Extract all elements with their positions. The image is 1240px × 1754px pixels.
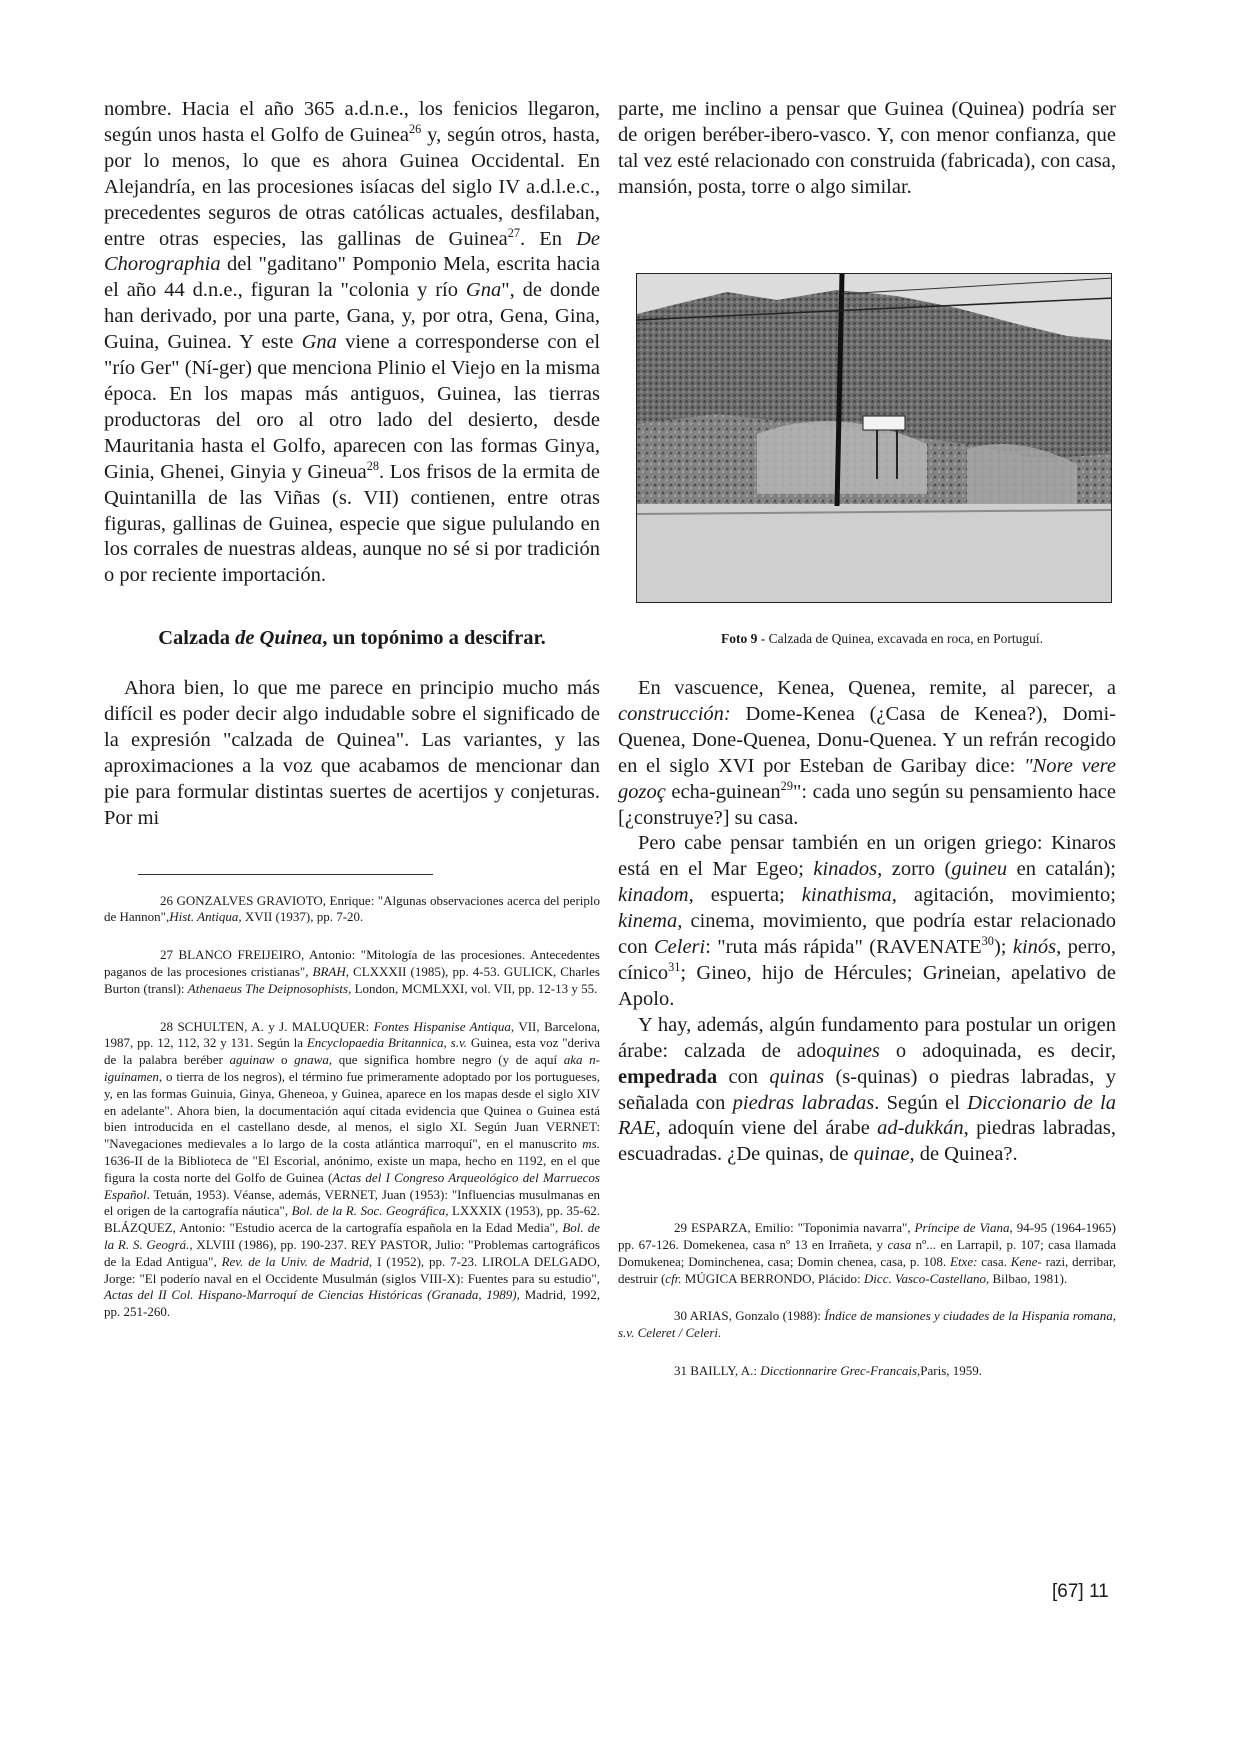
text-run: 29 ESPARZA, Emilio: "Toponimia navarra", [674, 1220, 915, 1236]
text-run: Guinea, esta voz "deriva de la palabra beréber [104, 1035, 601, 1068]
text-run: kinadom, [618, 884, 694, 907]
text-run: Calzada [158, 627, 236, 650]
text-run: 26 GONZALVES GRAVIOTO, Enrique: "Algunas observaciones acerca del periplo de Hannon", [104, 892, 600, 925]
text-run: ; Gineo, hijo de Hércules; G [680, 961, 938, 984]
footnote-ref: 30 [981, 934, 994, 949]
text-run: ); [993, 936, 1013, 959]
text-run: , de Quinea?. [909, 1143, 1018, 1166]
text-run: Dome-Kenea (¿Casa de Kenea?), Domi-Quenea, Done-Quenea, Donu-Quenea. Y un refrán recogido en el siglo XVI por Esteban de Garibay dice: [618, 702, 1116, 777]
footnote-28 [104, 1019, 600, 1321]
text-run: kinema, [618, 910, 683, 933]
footnote-29 [618, 1220, 1116, 1287]
text-run: , LXXXIX (1953), pp. 35-62. BLÁZQUEZ, Antonio: "Estudio acerca de la cartografía española en la Edad Media", [104, 1203, 600, 1236]
caption-label: Foto 9 [721, 631, 758, 646]
text-run: 31 BAILLY, A.: [674, 1363, 761, 1378]
footnote-26 [104, 893, 600, 927]
text-run: agitación, movimiento; [896, 884, 1116, 907]
text-run: Y hay, además, algún fundamento para postular un origen árabe: calzada de ado [618, 1013, 1116, 1062]
text-run: , I (1952), pp. 7-23. LIROLA DELGADO, Jorge: "El poderío naval en el Occidente Musulmán (siglos VIII-X): Fuentes para su estudio", [104, 1253, 600, 1286]
text-run: MÚGICA BERRONDO, Plácido: [681, 1270, 864, 1286]
text-run: ,Paris, 1959. [917, 1363, 983, 1378]
text-run: nº... en Larrapil, p. 107; casa llamada Domukenea; Dominchenea, casa; Domin chenea, casa, p. 108. [618, 1237, 1116, 1269]
text-run: 27 BLANCO FREIJEIRO, Antonio: "Mitología de las procesiones. Antecedentes paganos de las procesiones cristianas", [104, 947, 600, 980]
text-run: . Según el [874, 1091, 968, 1114]
body-paragraph [618, 676, 1116, 831]
text-run: cinema, movimiento, que podría estar relacionado con [618, 910, 1116, 959]
body-paragraph [104, 97, 600, 589]
text-run: nombre. Hacia el año 365 a.d.n.e., los fenicios llegaron, según unos hasta el Golfo de Guinea [104, 98, 600, 146]
left-column [104, 97, 600, 1342]
text-run: perro, cínico [618, 936, 1116, 984]
photo-figure [636, 273, 1112, 603]
text-run: casa [887, 1237, 912, 1253]
caption-text: - Calzada de Quinea, excavada en roca, en Portuguí. [757, 631, 1043, 646]
text-run: o [274, 1052, 295, 1068]
footnote-27 [104, 947, 600, 997]
text-run: En vascuence, Kenea, Quenea, remite, al parecer, a [638, 677, 1116, 699]
text-run: (s-quinas) o piedras labradas, y señalada con [618, 1065, 1116, 1114]
text-run: adoquín viene del árabe [660, 1117, 878, 1140]
text-run: , XLVIII (1986), pp. 190-237. REY PASTOR, Julio: "Problemas cartográficos de la Edad Antigua", [104, 1237, 600, 1269]
text-run: piedras labradas [732, 1091, 875, 1114]
footnote-ref: 27 [507, 225, 521, 240]
text-run: Rev. de la Univ. de Madrid [221, 1253, 369, 1269]
text-run: . Los frisos de la ermita de Quintanilla de las Viñas (s. VII) contienen, entre otras figuras, gallinas de Guinea, especie que sigue pululando en los corrales de nuestras aldeas, aunque no sé si por tradición o por reciente importación. [104, 460, 600, 587]
text-run: empedrada [618, 1065, 718, 1088]
text-run: Pero cabe pensar también en un origen griego: Kinaros está en el Mar Egeo; [618, 832, 1116, 881]
text-run: , 94-95 (1964-1965) pp. 67-126. Domekenea, casa nº 13 en Irrañeta, y [618, 1220, 1116, 1253]
text-run: Fontes Hispanise Antiqua [373, 1018, 511, 1034]
text-run: ad-dukkán [877, 1117, 964, 1140]
text-run: construcción: [618, 702, 731, 725]
photo-caption [656, 631, 1108, 647]
section-heading [104, 627, 600, 650]
text-run: espuerta; [693, 884, 802, 907]
text-run: , o tierra de los negros), el término fue primeramente adoptado por los portugueses, y, en las formas Guinuia, Ginya, Gheneoa, y Guinea, aparece en los mapas desde el siglo XIV en adelante". Ahora bien, la documentación aquí citada evidencia que Quinea o Guinea está bien introducida en el castellano desde, al menos, el siglo XI. Según Juan VERNET: "Navegaciones medievales a lo largo de la costa atlántica marroquí", en el manuscrito [104, 1069, 600, 1152]
text-run: gnawa [294, 1052, 329, 1068]
text-run: guineu [951, 858, 1008, 881]
text-run: casa. [977, 1253, 1011, 1269]
text-run: Actas del II Col. Hispano-Marroquí de Ciencias Históricas (Granada, 1989) [104, 1287, 517, 1303]
text-run: en catalán); [1007, 858, 1116, 881]
text-run: Dicc. Vasco-Castellano [863, 1270, 986, 1286]
text-run: , CLXXXII (1985), pp. 4-53. GULICK, Charles Burton (transl): [104, 964, 600, 996]
text-run: Gna [465, 279, 502, 302]
text-run: , London, MCMLXXI, vol. VII, pp. 12-13 y 55. [348, 980, 598, 996]
page-number: [67] 11 [1052, 1581, 1109, 1602]
right-column-top [618, 97, 1116, 201]
footnote-30 [618, 1308, 1116, 1342]
text-run: zorro ( [882, 858, 952, 881]
text-run: Kene- [1010, 1253, 1042, 1269]
text-run: . Tetuán, 1953). Véanse, además, VERNET, Juan (1953): "Influencias musulmanas en el origen de la cartografía náutica", [104, 1186, 600, 1219]
text-run: Diccionario de la RAE, [618, 1091, 1116, 1140]
text-run: , que significa hombre negro (y de aquí [328, 1052, 564, 1068]
text-run: Celeri [653, 936, 706, 959]
text-run: Dicctionnarire Grec-Francais [760, 1363, 918, 1378]
text-run: ineian, apelativo de Apolo. [618, 961, 1116, 1010]
text-run: Príncipe de Viana [914, 1220, 1010, 1236]
text-run: 30 ARIAS, Gonzalo (1988): [674, 1308, 825, 1324]
text-run: , Madrid, 1992, pp. 251-260. [104, 1287, 600, 1320]
text-run: Actas del I Congreso Arqueológico del Marruecos Español [104, 1169, 600, 1202]
text-run: kinathisma, [801, 884, 897, 907]
text-run: , VII, Barcelona, 1987, pp. 12, 112, 32 y 131. Según la [104, 1018, 601, 1051]
text-run: Índice de mansiones y ciudades de la Hispania romana, s.v. Celeret / Celeri. [618, 1308, 1117, 1341]
body-paragraph [618, 97, 1116, 201]
text-run: Athenaeus The Deipnosophists [187, 980, 349, 996]
text-run: ": cada uno según su pensamiento hace [¿construye?] su casa. [618, 780, 1116, 829]
text-run: ms. [582, 1136, 600, 1152]
text-run: 28 SCHULTEN, A. y J. MALUQUER: [160, 1018, 374, 1034]
body-paragraph [618, 1013, 1116, 1168]
text-run: quinas [769, 1065, 825, 1088]
text-run: parte, me inclino a pensar que Guinea (Quinea) podría ser de origen beréber-ibero-vasco. Y, con menor confianza, que tal vez esté relacionado con construida (fabricada), con casa, mansión, posta, torre o algo similar. [618, 98, 1116, 198]
footnote-divider [138, 874, 433, 875]
text-run: con [717, 1065, 770, 1088]
text-run: Ahora bien, lo que me parece en principio mucho más difícil es poder decir algo indudable sobre el significado de la expresión "calzada de Quinea". Las variantes, y las aproximaciones a la voz que acabamos de mencionar dan pie para formular distintas suertes de acertijos y conjeturas. Por mi [104, 677, 600, 829]
text-run: kinós, [1012, 936, 1062, 959]
footnote-ref: 26 [409, 122, 422, 137]
text-run: razi, derribar, destruir ( [618, 1253, 1116, 1286]
text-run: cfr. [665, 1270, 682, 1286]
text-run: , piedras labradas, escuadradas. ¿De quinas, de [618, 1117, 1117, 1166]
text-run: del "gaditano" Pomponio Mela, escrita hacia el año 44 d.n.e., figuran la "colonia y río [104, 253, 600, 302]
text-run: ", de donde han derivado, por una parte, Gana, y, por otra, Gena, Gina, Guina, Guinea. Y este [104, 279, 600, 354]
body-paragraph [104, 676, 600, 831]
text-run: Bol. de la R. Soc. Geográfica [291, 1203, 446, 1219]
text-run: BRAH [312, 964, 346, 980]
right-column-bottom [618, 676, 1116, 1401]
footnote-ref: 29 [780, 778, 793, 793]
text-run: viene a corresponderse con el "río Ger" (Ní-ger) que menciona Plinio el Viejo en la misma época. En los mapas más antiguos, Guinea, las tierras productoras del oro al otro lado del desierto, desde Mauritania hasta el Golfo, aparecen con las formas Ginya, Ginia, Ghenei, Ginyia y Gineua [104, 331, 601, 483]
text-run: quines [826, 1039, 880, 1062]
text-run: , XVII (1937), pp. 7-20. [238, 909, 364, 925]
body-paragraph [618, 831, 1116, 1012]
text-run: aguinaw [229, 1052, 275, 1068]
text-run: 1636-II de la Biblioteca de "El Escorial, anónimo, existe un mapa, hecho en 1192, en el que figura la costa norte del Golfo de Guinea ( [104, 1153, 600, 1185]
footnote-ref: 31 [668, 960, 681, 975]
footnote-ref: 28 [366, 458, 379, 473]
text-run: aka n-iguinamen [104, 1052, 601, 1085]
text-run: r [937, 961, 946, 984]
text-run: , un topónimo a descifrar. [322, 627, 546, 650]
text-run: echa-guinean [665, 780, 781, 803]
text-run: , Bilbao, 1981). [985, 1270, 1068, 1286]
text-run: Gna [301, 331, 337, 354]
text-run: "Nore vere gozoç [618, 754, 1116, 803]
text-run: : "ruta más rápida" (RAVENATE [705, 936, 982, 959]
text-run: quinae [853, 1143, 910, 1166]
text-run: De Chorographia [104, 227, 600, 276]
text-run: . En [520, 227, 577, 250]
text-run: Etxe: [950, 1253, 978, 1269]
text-run: kinados, [813, 858, 883, 881]
text-run: o adoquinada, es decir, [879, 1039, 1116, 1062]
text-run: Bol. de la R. S. Geográ. [104, 1220, 601, 1252]
text-run: y, según otros, hasta, por lo menos, lo que es ahora Guinea Occidental. En Alejandría, en las procesiones isíacas del siglo IV a.d.l.e.c., precedentes seguros de otras católicas actuales, desfilaban, entre otras especies, las gallinas de Guinea [104, 123, 600, 250]
footnote-31 [618, 1363, 1116, 1380]
text-run: de Quinea [235, 627, 323, 650]
text-run: Hist. Antiqua [169, 909, 239, 925]
road-landscape-photo [636, 273, 1112, 603]
text-run: Encyclopaedia Britannica, s.v. [306, 1035, 468, 1051]
